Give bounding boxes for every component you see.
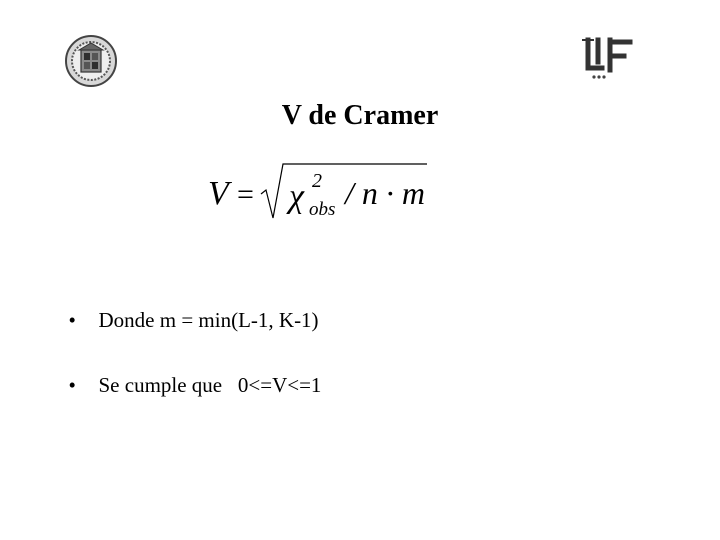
cramer-v-formula [205,160,430,224]
formula-equals: = [237,178,254,211]
bullet-marker: • [68,308,76,332]
formula-rest: / n · m [345,175,425,211]
bullet-text: Se cumple que 0<=V<=1 [98,373,322,397]
formula-subscript: obs [309,199,336,220]
formula-lhs: V [208,175,229,212]
bullet-item [58,348,321,398]
bullet-text: Donde m = min(L-1, K-1) [98,308,319,332]
ulf-logo [580,34,636,82]
formula-chi: χ [289,178,304,215]
university-seal-logo [64,34,118,88]
bullet-item [58,283,319,333]
slide-title-text: V de Cramer [281,100,439,131]
slide-title [0,100,720,132]
formula-superscript: 2 [312,170,322,192]
bullet-marker: • [68,373,76,397]
